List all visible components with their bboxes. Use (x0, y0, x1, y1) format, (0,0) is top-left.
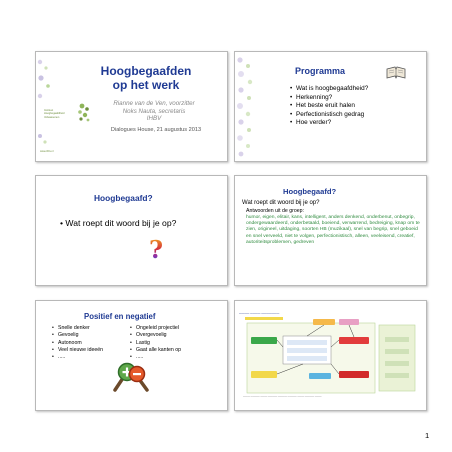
author-line-3: IHBV (146, 115, 162, 122)
list-item: • Het beste eruit halen (290, 102, 368, 111)
slide-positief-negatief (35, 300, 228, 411)
list-item: • Perfectionistisch gedrag (290, 111, 368, 120)
slide-model-diagram (234, 300, 427, 411)
slide-title-heading (76, 64, 216, 92)
diagram-header-mark: ———— ———— ——————— (239, 312, 280, 315)
slide-heading: Hoogbegaafd? (283, 187, 337, 196)
authors (84, 100, 224, 123)
magnifier-plus-minus-icon (110, 360, 152, 394)
slide-programma (234, 51, 427, 162)
page-number: 1 (425, 431, 430, 440)
ihbv-logo-lettering: Instituut Hoogbegaafdheid Volwassenen (44, 109, 65, 119)
open-book-icon (386, 66, 406, 80)
list-item: • Gaat alle kanten op (130, 347, 181, 354)
answers-heading: Antwoorden uit de groep: (246, 208, 304, 214)
list-item: • Wat is hoogbegaafdheid? (290, 85, 368, 94)
decorative-dots-strip (235, 52, 271, 161)
venue-date: Dialogues House, 21 augustus 2013 (110, 127, 202, 133)
title-line-1: Hoogbegaafden (100, 64, 192, 78)
bullet-label: Wat roept dit woord bij je op? (65, 218, 177, 228)
positive-list (52, 325, 103, 361)
slide-heading: Positief en negatief (84, 312, 156, 321)
list-item: • Ongeleid projectiel (130, 325, 181, 332)
slide-heading: Programma (295, 66, 346, 76)
list-item: • Lastig (130, 340, 181, 347)
slide-hoogbegaafd-question (35, 175, 228, 286)
list-item: • Hoe verder? (290, 119, 368, 128)
decorative-dots-strip (36, 52, 72, 161)
list-item: • Veel nieuwe ideeën (52, 347, 103, 354)
list-item: • ..... (130, 354, 181, 361)
list-item: • Gevoelig (52, 332, 103, 339)
footer-mark: www.ihbv.nl (40, 150, 54, 153)
author-line-2: Noks Nauta, secretaris (122, 107, 186, 115)
list-item: • Autonoom (52, 340, 103, 347)
slide-title (35, 51, 228, 162)
slide-heading: Hoogbegaafd? (94, 193, 153, 203)
question-mark-icon: ? (149, 235, 164, 264)
answers-text: humor, eigen, elitair, kans, intelligent, anders denkend, onderbenut, onbegrip, ondergewaardeerd, onderbetaald, boeiend, verwarrend, bedreiging, knap om te zien, origineel, uitdaging, soorten HB (muzikaal), snel van begrip, snel geboeid en snel verveeld, niet te volgen, perfectionistisch, alleen, veeleisend, creatief, autoriteitsproblemen, gedreven (246, 215, 420, 245)
list-item: • Overgevoelig (130, 332, 181, 339)
list-item: • Snelle denker (52, 325, 103, 332)
author-line-1: Rianne van de Ven, voorzitter (113, 100, 195, 107)
slide-hoogbegaafd-answers (234, 175, 427, 286)
bullet-text: • Wat roept dit woord bij je op? (60, 218, 177, 228)
list-item: • ..... (52, 354, 103, 361)
question-text: Wat roept dit woord bij je op? (242, 200, 320, 206)
diagram-caption-mark: ——— ———— ——— ———— ———— ———— ——— ———— ——— (243, 396, 322, 398)
programma-list (290, 85, 368, 128)
model-diagram (243, 315, 418, 395)
negative-list (130, 325, 181, 361)
title-line-2: op het werk (112, 78, 180, 92)
list-item: • Herkenning? (290, 94, 368, 103)
